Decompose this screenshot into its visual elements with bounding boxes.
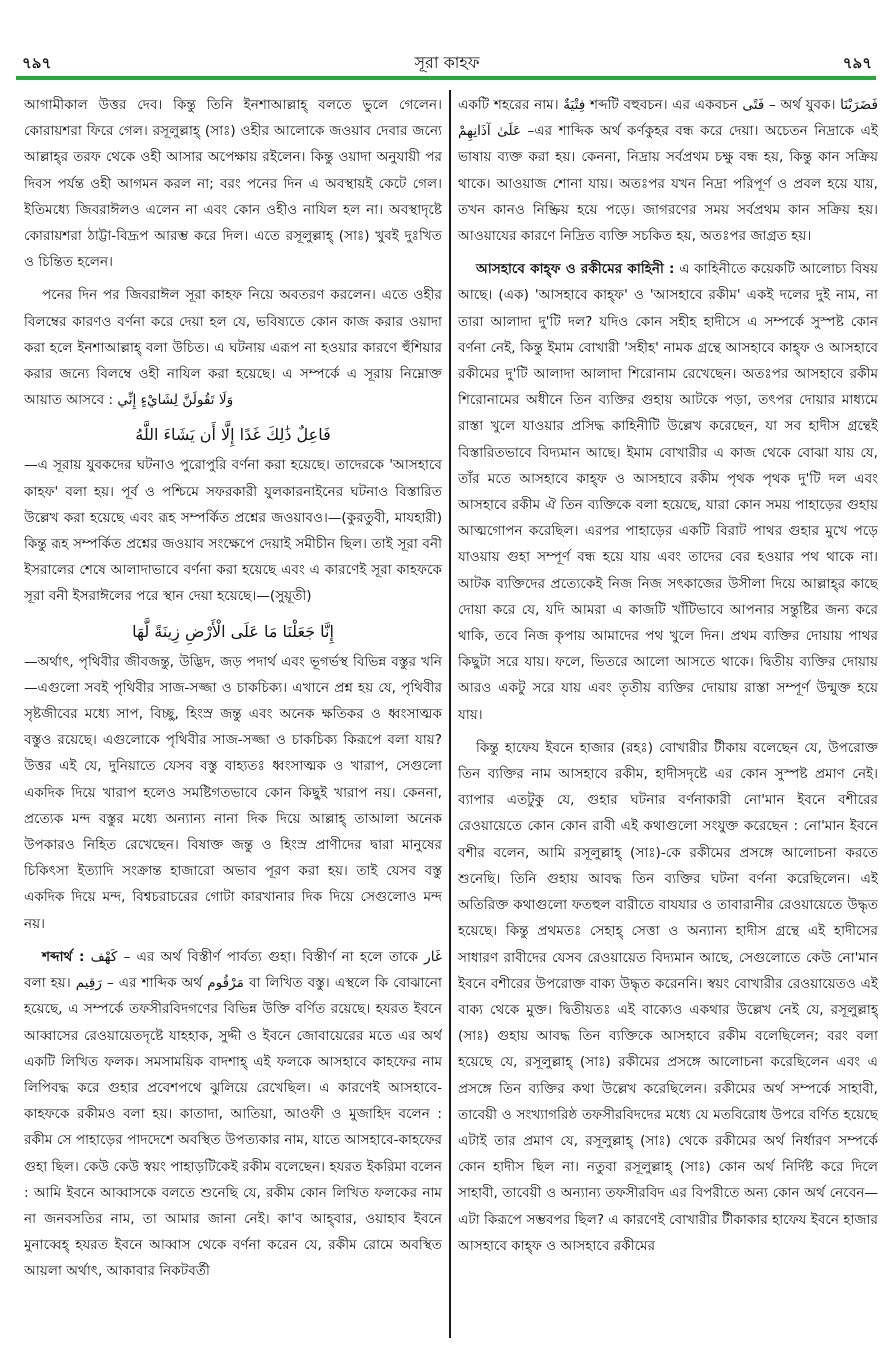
arabic-verse-2: إِنَّا جَعَلْنَا مَا عَلَى الْأَرْضِ زِينَةً لَّهَا — [132, 621, 334, 641]
column-divider — [449, 90, 451, 1338]
page-header — [0, 0, 894, 80]
left-paragraph-2-continued: —এ সূরায় যুবকদের ঘটনাও পুরোপুরি বর্ণনা করা হয়েছে। তাদেরকে 'আসহাবে কাহফ' বলা হয়। পূর্ব ও পশ্চিমে সফরকারী যুলকারনাইনের ঘটনাও বিস্তারিত উল্লেখ করা হয়েছে এবং রূহ সম্পর্কিত প্রশ্নের জওয়াবও।—(কুরতুবী, মাযহারী) কিন্তু রূহ সম্পর্কিত প্রশ্নের জওয়াব সংক্ষেপে দেয়াই সমীচীন ছিল। তাই সূরা বনী ইসরালের শেষে আলাদাভাবে বর্ণনা করা হয়েছে এবং এ কারণেই সূরা কাহফকে সূরা বনী ইসরাঈলের পরে স্থান দেয়া হয়েছে।—(সুয়ূতী) — [24, 457, 442, 605]
glossary-text: كَهْف – এর অর্থ বিস্তীর্ণ পার্বত্য গুহা। বিস্তীর্ণ না হলে তাকে غَار বলা হয়। رَقِيم – এর শাব্দিক অর্থ مَرْقُوم বা লিখিত বস্তু। এস্থলে কি বোঝানো হয়েছে, এ সম্পর্কে তফসীরবিদগণের বিভিন্ন উক্তি বর্ণিত রয়েছে। হযরত ইবনে আব্বাসের রেওয়ায়েতদৃষ্টে যাহহাক, সুদ্দী ও ইবনে জোবায়েরের মতে এর অর্থ একটি লিখিত ফলক। সমসাময়িক বাদশাহ্ এই ফলকে আসহাবে কাহফের নাম লিপিবদ্ধ করে গুহার প্রবেশপথে ঝুলিয়ে রেখেছিল। এ কারণেই আসহাবে-কাহফকে রকীমও বলা হয়। কাতাদা, আতিয়া, আওফী ও মুজাহিদ বলেন : রকীম সে পাহাড়ের পাদদেশে অবস্থিত উপত্যকার নাম, যাতে আসহাবে-কাহফের গুহা ছিল। কেউ কেউ স্বয়ং পাহাড়টিকেই রকীম বলেছেন। হযরত ইকরিমা বলেন : আমি ইবনে আব্বাসকে বলতে শুনেছি যে, রকীম কোন লিখিত ফলকের নাম না জনবসতির নাম, তা আমার জানা নেই। কা'ব আহ্‌বার, ওয়াহাব ইবনে মুনাব্বেহ্ হযরত ইবনে আব্বাস থেকে বর্ণনা করেন যে, রকীম রোমে অবস্থিত আয়লা অর্থাৎ, আকাবার নিকটবর্তী — [24, 948, 442, 1280]
glossary-heading: শব্দার্থ : — [42, 948, 85, 965]
left-paragraph-2: পনের দিন পর জিবরাঈল সূরা কাহফ নিয়ে অবতরণ করলেন। এতে ওহীর বিলম্বের কারণও বর্ণনা করে দেয়া হল যে, ভবিষ্যতে কোন কাজ করার ওয়াদা করা হলে ইনশাআল্লাহ্ বলা উচিত। এ ঘটনায় এরূপ না হওয়ার কারণে হুঁশিয়ার করার জন্যে বিলম্বে ওহী নাযিল করা হয়েছে। এ সম্পর্কে এ সূরায় নিম্নোক্ত আয়াত আসবে : وَلَا تَقُولَنَّ لِشَايْءٍ إِنِّي — [24, 287, 442, 409]
page-number-left: ৭৯৭ — [22, 54, 52, 72]
left-paragraph-3: —অর্থাৎ, পৃথিবীর জীবজন্তু, উদ্ভিদ, জড় পদার্থ এবং ভূগর্ভস্থ বিভিন্ন বস্তুর খনি—এগুলো সবই পৃথিবীর সাজ-সজ্জা ও চাকচিক্য। এখানে প্রশ্ন হয় যে, পৃথিবীর সৃষ্টজীবের মধ্যে সাপ, বিচ্ছু, হিংস্র জন্তু এবং অনেক ক্ষতিকর ও ধ্বংসাত্মক বস্তুও রয়েছে। এগুলোকে পৃথিবীর সাজ-সজ্জা ও চাকচিক্য কিরূপে বলা যায়? উত্তর এই যে, দুনিয়াতে যেসব বস্তু বাহ্যতঃ ধ্বংসাত্মক ও খারাপ, সেগুলো একদিক দিয়ে খারাপ হলেও সমষ্টিগতভাবে কোন কিছুই খারাপ নয়। কেননা, প্রত্যেক মন্দ বস্তুর মধ্যে অন্যান্য নানা দিক দিয়ে আল্লাহ্ তাআলা অনেক উপকারও নিহিত রেখেছেন। বিষাক্ত জন্তু ও হিংস্র প্রাণীদের দ্বারা মানুষের চিকিৎসা ইত্যাদি সংক্রান্ত হাজারো অভাব পূরণ করা হয়। তাই যেসব বস্তু একদিক দিয়ে মন্দ, বিশ্বচরাচরের গোটা কারখানার দিক দিয়ে সেগুলোও মন্দ নয়। — [24, 653, 442, 932]
right-paragraph-2 — [458, 256, 878, 728]
section-text: এ কাহিনীতে কয়েকটি আলোচ্য বিষয় আছে। (এক) 'আসহাবে কাহ্ফ' ও 'আসহাবে রকীম' একই দলের দুই নাম, না তারা আলাদা দু'টি দল? যদিও কোন সহীহ হাদীসে এ সম্পর্কে সুস্পষ্ট কোন বর্ণনা নেই, কিন্তু ইমাম বোখারী 'সহীহ' নামক গ্রন্থে আসহাবে কাহ্ফ ও আসহাবে রকীমের দু'টি আলাদা আলাদা শিরোনাম রেখেছেন। অতঃপর আসহাবে রকীম শিরোনামের অধীনে তিন ব্যক্তির গুহায় আটকে পড়া, তৎপর দোয়ার মাধ্যমে রাস্তা খুলে যাওয়ার প্রসিদ্ধ কাহিনীটি উল্লেখ করেছেন, যা সব হাদীস গ্রন্থেই বিস্তারিতভাবে বিদ্যমান আছে। ইমাম বোখারীর এ কাজ থেকে বোঝা যায় যে, তাঁর মতে আসহাবে কাহ্ফ ও আসহাবে রকীম পৃথক পৃথক দু'টি দল এবং আসহাবে রকীম ঐ তিন ব্যক্তিকে বলা হয়েছে, যারা কোন সময় পাহাড়ের গুহায় আত্মগোপন করেছিল। এরপর পাহাড়ের একটি বিরাট পাথর গুহার মুখে পড়ে যাওয়ায় গুহা সম্পূর্ণ বন্ধ হয়ে যায় এবং তাদের বের হওয়ার পথ থাকে না। আটক ব্যক্তিদের প্রত্যেকেই নিজ নিজ সৎকাজের উসীলা দিয়ে আল্লাহ্‌র কাছে দোয়া করে যে, যদি আমরা এ কাজটি খাঁটিভাবে আপনার সন্তুষ্টির জন্য করে থাকি, তবে নিজ কৃপায় আমাদের পথ খুলে দিন। প্রথম ব্যক্তির দোয়ায় পাথর কিছুটা সরে যায়। ফলে, ভিতরে আলো আসতে থাকে। দ্বিতীয় ব্যক্তির দোয়ায় আরও একটু সরে যায় এবং তৃতীয় ব্যক্তির দোয়ায় রাস্তা সম্পূর্ণ উন্মুক্ত হয়ে যায়। — [458, 261, 878, 723]
left-paragraph-4 — [24, 944, 442, 1285]
right-paragraph-1: একটি শহরের নাম। فِتْيَةٌ শব্দটি বহুবচন। এর একবচন فَتًى – অর্থ যুবক। فَضَرَبْنَا عَلَىٰ آذَانِهِمْ –এর শাব্দিক অর্থ কর্ণকুহর বন্ধ করে দেয়া। অচেতন নিদ্রাকে এই ভাষায় ব্যক্ত করা হয়। কেননা, নিদ্রায় সর্বপ্রথম চক্ষু বন্ধ হয়, কিন্তু কান সক্রিয় থাকে। আওয়াজ শোনা যায়। অতঃপর যখন নিদ্রা পরিপূর্ণ ও প্রবল হয়ে যায়, তখন কানও নিষ্ক্রিয় হয়ে পড়ে। জাগরণের সময় সর্বপ্রথম কান সক্রিয় হয়। আওয়াযের কারণে নিদ্রিত ব্যক্তি সচকিত হয়, অতঃপর জাগ্রত হয়। — [458, 97, 878, 245]
page-number-right: ৭৯৭ — [842, 54, 872, 72]
section-heading: আসহাবে কাহ্ফ ও রকীমের কাহিনী : — [476, 261, 675, 278]
arabic-verse-1: فَاعِلٌ ذَٰلِكَ غَدًا إِلَّا أَن يَشَاءَ اللَّهُ — [135, 425, 331, 445]
right-paragraph-3: কিন্তু হাফেয ইবনে হাজার (রহঃ) বোখারীর টীকায় বলেছেন যে, উপরোক্ত তিন ব্যক্তির নাম আসহাবে রকীম, হাদীসদৃষ্টে এর কোন সুস্পষ্ট প্রমাণ নেই। ব্যাপার এতটুকু যে, গুহার ঘটনার বর্ণনাকারী নো'মান ইবনে বশীরের রেওয়ায়েতে কোন কোন রাবী এই কথাগুলো সংযুক্ত করেছেন : নো'মান ইবনে বশীর বলেন, আমি রসূলুল্লাহ্ (সাঃ)-কে রকীমের প্রসঙ্গে আলোচনা করতে শুনেছি। তিনি গুহায় আবদ্ধ তিন ব্যক্তির ঘটনা বর্ণনা করেছিলেন। এই অতিরিক্ত কথাগুলো ফতহুল বারীতে বাযযার ও তাবারানীর রেওয়ায়েতে উদ্ধৃত হয়েছে। কিন্তু প্রথমতঃ সেহাহ্ সেত্তা ও অন্যান্য হাদীস গ্রন্থে এই হাদীসের সাধারণ রাবীদের যেসব রেওয়ায়েত বিদ্যমান আছে, সেগুলোতে কেউ নো'মান ইবনে বশীরের উপরোক্ত বাক্য উদ্ধৃত করেননি। স্বয়ং বোখারীর রেওয়ায়েতও এই বাক্য থেকে মুক্ত। দ্বিতীয়তঃ এই বাক্যেও একথার উল্লেখ নেই যে, রসূলুল্লাহ্ (সাঃ) গুহায় আবদ্ধ তিন ব্যক্তিকে আসহাবে রকীম বলেছিলেন; বরং বলা হয়েছে যে, রসূলুল্লাহ্ (সাঃ) রকীমের প্রসঙ্গে আলোচনা করেছিলেন এবং এ প্রসঙ্গে তিন ব্যক্তির কথা উল্লেখ করেছিলেন। রকীমের অর্থ সম্পর্কে সাহাবী, তাবেয়ী ও সংখ্যাগরিষ্ঠ তফসীরবিদদের মধ্যে যে মতবিরোধ উপরে বর্ণিত হয়েছে এটাই তার প্রমাণ যে, রসূলুল্লাহ্ (সাঃ) থেকে রকীমের অর্থ নির্ধারণ সম্পর্কে কোন হাদীস ছিল না। নতুবা রসূলুল্লাহ্ (সাঃ) কোন অর্থ নির্দিষ্ট করে দিলে সাহাবী, তাবেয়ী ও অন্যান্য তফসীরবিদ এর বিপরীতে অন্য কোন অর্থ নেবেন—এটা কিরূপে সম্ভবপর ছিল? এ কারণেই বোখারীর টীকাকার হাফেয ইবনে হাজার আসহাবে কাহ্ফ ও আসহাবে রকীমের — [458, 739, 878, 1254]
left-paragraph-1: আগামীকাল উত্তর দেব। কিন্তু তিনি ইনশাআল্লাহ্ বলতে ভুলে গেলেন। কোরায়শরা ফিরে গেল। রসূলুল্লাহ্ (সাঃ) ওহীর আলোকে জওয়াব দেবার জন্যে আল্লাহ্‌র তরফ থেকে ওহী আসার অপেক্ষায় রইলেন। কিন্তু ওয়াদা অনুযায়ী পর দিবস পর্যন্ত ওহী আগমন করল না; বরং পনের দিন এ অবস্থায়ই কেটে গেল। ইতিমধ্যে জিবরাঈলও এলেন না এবং কোন ওহীও নাযিল হল না। অবস্থাদৃষ্টে কোরায়শরা ঠাট্টা-বিদ্রূপ আরম্ভ করে দিল। এতে রসূলুল্লাহ্ (সাঃ) খুবই দুঃখিত ও চিন্তিত হলেন। — [24, 97, 442, 271]
running-title: সূরা কাহফ — [414, 53, 480, 72]
header-rule — [16, 76, 876, 80]
left-column — [24, 92, 442, 1342]
right-column — [458, 92, 878, 1342]
